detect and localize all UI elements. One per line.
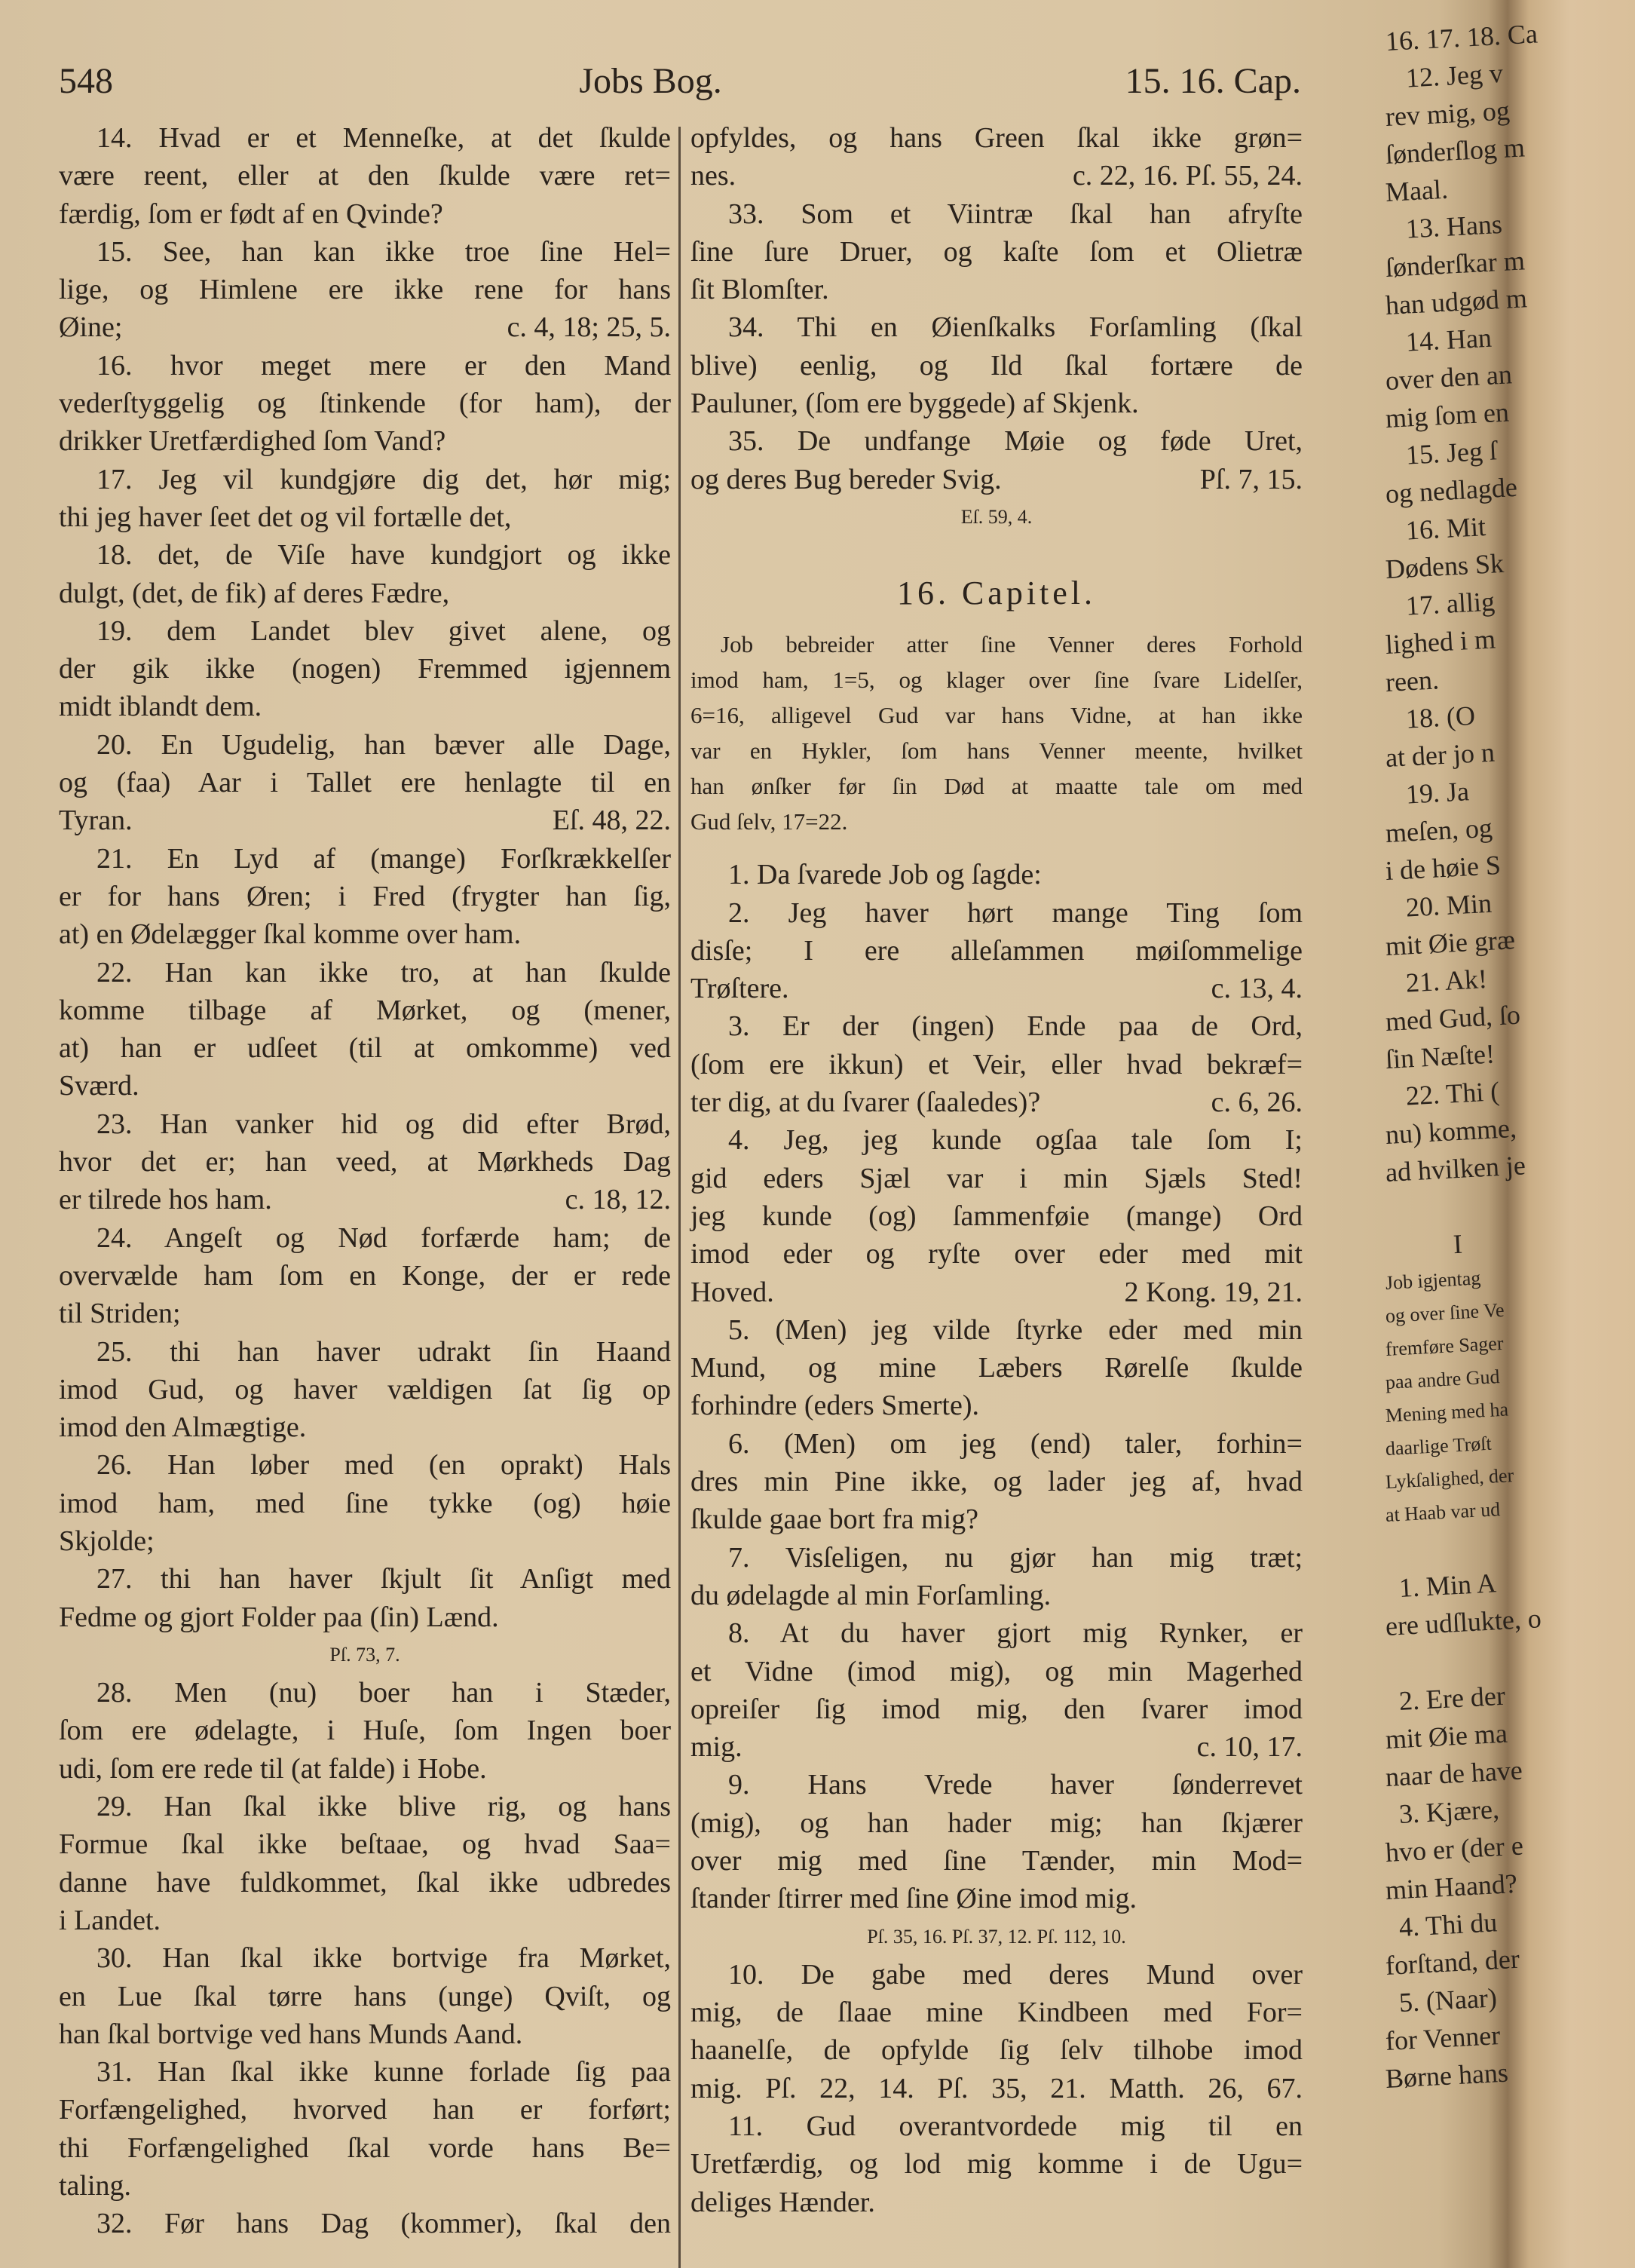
text-line: taling. [59,2170,132,2202]
text-line: 25. thi han haver udrakt ſin Haand [96,1335,671,1368]
text-line: hvor det er; han veed, at Mørkheds Dag [59,1146,671,1178]
facing-page-line: ſønderſkar m [1384,245,1526,283]
facing-page-line: 12. Jeg v [1384,57,1504,94]
text-line: 34. Thi en Øienſkalks Forſamling (ſkal [728,311,1303,344]
text-line: 15. See, han kan ikke troe ſine Hel= [96,235,671,268]
text-line: vederſtyggelig og ſtinkende (for ham), der [59,388,671,420]
text-line: nes. [690,160,736,192]
text-line: mig, de ſlaae mine Kindbeen med For= [690,1997,1303,2029]
text-line-with-reference [690,1083,1303,1121]
text-line: er tilrede hos ham. [59,1184,272,1216]
text-line: opreiſer ſig imod mig, den ſvarer imod [690,1693,1303,1725]
text-line: være reent, eller at den ſkulde være ret= [59,160,671,192]
facing-page-line: og nedlagde [1384,471,1518,509]
text-line: ſit Blomſter. [690,274,829,306]
text-line: Mund, og mine Læbers Rørelſe ſkulde [690,1352,1303,1384]
text-line: 21. En Lyd af (mange) Forſkrækkelſer [96,842,671,875]
text-line: ſkulde gaae bort fra mig? [690,1503,978,1536]
text-line: Formue ſkal ikke beſtaae, og hvad Saa= [59,1828,671,1861]
text-line: 30. Han ſkal ikke bortvige fra Mørket, [96,1942,671,1975]
text-line: Sværd. [59,1070,139,1102]
text-line: er for hans Øren; i Fred (frygter han ſig, [59,880,671,912]
text-line: 2. Jeg haver hørt mange Ting ſom [728,896,1303,929]
text-line: dres min Pine ikke, og lader jeg af, hvad [690,1466,1303,1498]
text-line: 32. Før hans Dag (kommer), ſkal den [96,2208,671,2240]
facing-page-line: Mening med ha [1385,1398,1509,1427]
text-line: lige, og Himlene ere ikke rene for hans [59,274,671,306]
text-line: han ſkal bortvige ved hans Munds Aand. [59,2018,523,2050]
cross-reference: c. 18, 12. [565,1184,671,1216]
facing-page-line: mit Øie græ [1384,924,1516,961]
text-line: deliges Hænder. [690,2186,875,2218]
facing-page-line: reen. [1384,664,1440,697]
cross-reference: Pſ. 73, 7. [329,1643,400,1666]
chapter-heading: 16. Capitel. [896,575,1097,612]
text-line: over mig med ſine Tænder, min Mod= [690,1844,1303,1877]
text-line: haanelſe, de opfylde ſig ſelv tilhobe imod [690,2034,1303,2067]
text-line: Trøſtere. [690,973,789,1005]
facing-page-line: Lykſalighed, der [1385,1464,1514,1493]
chapter-summary-line: Gud ſelv, 17=22. [690,808,848,835]
text-line: Forfængelighed, hvorved han er forført; [59,2094,671,2126]
text-line: imod den Almægtige. [59,1411,307,1444]
text-line: mig. Pſ. 22, 14. Pſ. 35, 21. Matth. 26, 67. [690,2072,1303,2104]
text-line: 5. (Men) jeg vilde ſtyrke eder med min [728,1313,1303,1346]
text-line: 3. Er der (ingen) Ende paa de Ord, [728,1010,1303,1043]
text-line: (mig), og han hader mig; han ſkjærer [690,1807,1303,1839]
facing-page-line: 5. (Naar) [1384,1982,1498,2018]
facing-page-line: 20. Min [1384,887,1493,924]
facing-page-line: Job igjentag [1385,1267,1481,1294]
cross-reference: Pſ. 35, 16. Pſ. 37, 12. Pſ. 112, 10. [867,1925,1126,1948]
text-line: Pauluner, (ſom ere byggede) af Skjenk. [690,388,1139,420]
text-line: 4. Jeg, jeg kunde ogſaa tale ſom I; [728,1124,1303,1157]
chapter-range: 15. 16. Cap. [1125,61,1301,101]
text-line: 28. Men (nu) boer han i Stæder, [96,1677,671,1709]
facing-page-line: og over ſine Ve [1385,1298,1505,1327]
facing-page-line: i de høie S [1384,850,1502,886]
cross-reference: c. 13, 4. [1211,973,1303,1005]
text-line: 8. At du haver gjort mig Rynker, er [728,1617,1303,1650]
text-line-with-reference [59,308,671,346]
facing-page-line: han udgød m [1384,283,1528,320]
text-line: opfyldes, og hans Green ſkal ikke grøn= [690,122,1303,154]
cross-reference: Pſ. 7, 15. [1199,463,1303,495]
facing-page-line: forſtand, der [1384,1943,1520,1981]
text-line: 10. De gabe med deres Mund over [728,1958,1303,1991]
text-line: forhindre (eders Smerte). [690,1390,980,1422]
text-line: 22. Han kan ikke tro, at han ſkulde [96,956,671,988]
text-line: at) han er udſeet (til at omkomme) ved [59,1032,671,1065]
text-line: imod eder og ryſte over eder med mit [690,1238,1303,1270]
text-line: 18. det, de Viſe have kundgjort og ikke [96,539,671,572]
facing-page-fragment [1384,18,1634,2268]
facing-page-line: I [1384,1228,1463,1263]
text-line: ſine ſure Druer, og kaſte ſom et Olietræ [690,235,1303,268]
facing-page-line: nu) komme, [1384,1112,1517,1150]
text-line: imod Gud, og haver vældigen ſat ſig op [59,1373,671,1405]
running-title: Jobs Bog. [579,61,722,101]
text-line: ſtander ſtirrer med ſine Øine imod mig. [690,1883,1137,1915]
cross-reference: Eſ. 48, 22. [552,805,671,837]
text-line: 29. Han ſkal ikke blive rig, og hans [96,1791,671,1823]
text-line: et Vidne (imod mig), og min Magerhed [690,1655,1303,1687]
text-line: 35. De undfange Møie og føde Uret, [728,425,1303,458]
facing-page-line: ad hvilken je [1384,1150,1526,1188]
facing-page-line: rev mig, og [1384,95,1511,132]
text-line: drikker Uretfærdighed ſom Vand? [59,425,446,458]
text-line: 26. Han løber med (en oprakt) Hals [96,1449,671,1482]
facing-page-line: Maal. [1384,173,1449,207]
text-line: 31. Han ſkal ikke kunne forlade ſig paa [96,2056,671,2089]
text-line: gid eders Sjæl var i min Sjæls Sted! [690,1162,1303,1194]
facing-page-line: mit Øie ma [1384,1718,1508,1755]
facing-page-line: ſin Næſte! [1384,1038,1496,1074]
facing-page-line: 22. Thi ( [1384,1076,1501,1112]
facing-page-line: 2. Ere der [1384,1680,1506,1717]
text-line: at) en Ødelægger ſkal komme over ham. [59,918,522,951]
facing-page-line: 18. (O [1384,700,1476,735]
facing-page-line: min Haand? [1384,1868,1518,1905]
text-line: 24. Angeſt og Nød forfærde ham; de [96,1221,671,1254]
facing-page-line: 19. Ja [1384,776,1470,811]
text-line: Tyran. [59,805,133,837]
text-line: Øine; [59,311,123,344]
text-line: Hoved. [690,1276,774,1308]
cross-reference: Eſ. 59, 4. [960,505,1033,528]
facing-page-line: paa andre Gud [1385,1365,1501,1393]
text-line: danne have fuldkommet, ſkal ikke udbredes [59,1866,671,1899]
facing-page-line: at der jo n [1384,737,1496,773]
text-line-with-reference [690,970,1303,1007]
text-line: 11. Gud overantvordede mig til en [728,2110,1303,2143]
facing-page-line: 13. Hans [1384,208,1503,245]
text-line-with-reference [59,1181,671,1218]
text-line: thi jeg haver ſeet det og vil fortælle det, [59,501,512,533]
cross-reference: c. 4, 18; 25, 5. [507,311,671,344]
cross-reference: c. 6, 26. [1211,1086,1303,1119]
right-text-column [690,119,1303,2221]
text-line: midt iblandt dem. [59,691,262,723]
text-line-with-reference [690,157,1303,195]
text-line: Skjolde; [59,1525,155,1557]
text-line: til Striden; [59,1298,181,1330]
text-line: og (faa) Aar i Tallet ere henlagte til en [59,767,671,799]
text-line: færdig, ſom er født af en Qvinde? [59,198,443,230]
text-line: komme tilbage af Mørket, og (mener, [59,994,671,1026]
text-line: der gik ikke (nogen) Fremmed igjennem [59,653,671,685]
text-line: jeg kunde (og) ſammenføie (mange) Ord [690,1200,1303,1232]
text-line: 17. Jeg vil kundgjøre dig det, hør mig; [96,463,671,495]
facing-page-line: 14. Han [1384,322,1493,358]
text-line: 16. hvor meget mere er den Mand [96,349,671,382]
chapter-summary-line: Job bebreider atter ſine Venner deres Forhold [721,631,1303,658]
facing-page-line: hvo er (der e [1384,1830,1524,1868]
facing-page-line: 15. Jeg ſ [1384,435,1498,471]
text-line: du ødelagde al min Forſamling. [690,1579,1052,1611]
text-line: 1. Da ſvarede Job og ſagde: [728,859,1042,891]
text-line: 33. Som et Viintræ ſkal han afryſte [728,198,1303,230]
text-line-with-reference [690,1728,1303,1766]
text-line: ſom ere ødelagte, i Huſe, ſom Ingen boer [59,1715,671,1747]
facing-page-line: meſen, og [1384,812,1493,848]
text-line: Uretfærdig, og lod mig komme i de Ugu= [690,2148,1303,2181]
cross-reference: 2 Kong. 19, 21. [1124,1276,1303,1308]
text-line: og deres Bug bereder Svig. [690,463,1002,495]
cross-reference: c. 10, 17. [1196,1731,1303,1764]
facing-page-line: naar de have [1384,1755,1523,1792]
facing-page-line: ſønderſlog m [1384,132,1526,170]
facing-page-line: 16. Mit [1384,511,1487,547]
facing-page-line: med Gud, ſo [1384,999,1521,1037]
text-line: en Lue ſkal tørre hans (unge) Qviſt, og [59,1980,671,2012]
text-line: dulgt, (det, de fik) af deres Fædre, [59,577,450,609]
cross-reference: c. 22, 16. Pſ. 55, 24. [1072,160,1303,192]
facing-page-line: over den an [1384,359,1513,396]
text-line: 27. thi han haver ſkjult ſit Anſigt med [96,1563,671,1595]
text-line: 23. Han vanker hid og did efter Brød, [96,1108,671,1140]
text-line: 20. En Ugudelig, han bæver alle Dage, [96,728,671,761]
facing-page-line: 17. allig [1384,586,1496,622]
column-divider [678,127,681,2268]
facing-page-line: for Venner [1384,2020,1502,2056]
text-line: overvælde ham ſom en Konge, der er rede [59,1259,671,1292]
facing-page-line: at Haab var ud [1385,1498,1501,1526]
page-number: 548 [59,61,113,101]
facing-page-line: ere udſlukte, o [1384,1603,1542,1641]
text-line: ter dig, at du ſvarer (ſaaledes)? [690,1086,1041,1119]
facing-page-line: 21. Ak! [1384,963,1488,999]
facing-page-line: lighed i m [1384,624,1496,660]
text-line-with-reference [59,801,671,839]
chapter-summary-line: han ønſker før ſin Død at maatte tale om med [690,773,1303,800]
chapter-summary-line: var en Hykler, ſom hans Venner meente, hvilket [690,737,1303,765]
facing-page-line: 16. 17. 18. Ca [1384,18,1539,57]
text-line: 14. Hvad er et Menneſke, at det ſkulde [96,122,671,154]
text-line: 9. Hans Vrede haver ſønderrevet [728,1769,1303,1801]
chapter-summary-line: 6=16, alligevel Gud var hans Vidne, at han ikke [690,702,1303,729]
text-line: disſe; I ere alleſammen møiſommelige [690,934,1303,967]
text-line-with-reference [690,1273,1303,1311]
chapter-summary-line: imod ham, 1=5, og klager over ſine ſvare Lidelſer, [690,667,1303,694]
left-text-column [59,119,671,2243]
facing-page-line: Dødens Sk [1384,547,1505,584]
text-line-with-reference [690,461,1303,498]
text-line: Fedme og gjort Folder paa (ſin) Lænd. [59,1601,499,1633]
text-line: udi, ſom ere rede til (at falde) i Hobe. [59,1752,487,1785]
text-line: i Landet. [59,1904,161,1936]
text-line: imod ham, med ſine tykke (og) høie [59,1487,671,1519]
facing-page-line: 1. Min A [1384,1568,1497,1604]
text-line: blive) eenlig, og Ild ſkal fortære de [690,349,1303,382]
text-line: 6. (Men) om jeg (end) taler, forhin= [728,1427,1303,1460]
facing-page-line: daarlige Trøſt [1385,1432,1493,1460]
text-line: mig. [690,1731,742,1764]
facing-page-line: 4. Thi du [1384,1907,1499,1943]
facing-page-line: fremføre Sager [1385,1332,1505,1360]
text-line: (ſom ere ikkun) et Veir, eller hvad bekræf= [690,1048,1303,1080]
text-line: 19. dem Landet blev givet alene, og [96,615,671,647]
text-line: 7. Visſeligen, nu gjør han mig træt; [728,1541,1303,1574]
facing-page-line: mig ſom en [1384,397,1510,434]
facing-page-line: 3. Kjære, [1384,1794,1500,1830]
facing-page-line: Børne hans [1384,2057,1509,2094]
text-line: thi Forfængelighed ſkal vorde hans Be= [59,2132,671,2164]
